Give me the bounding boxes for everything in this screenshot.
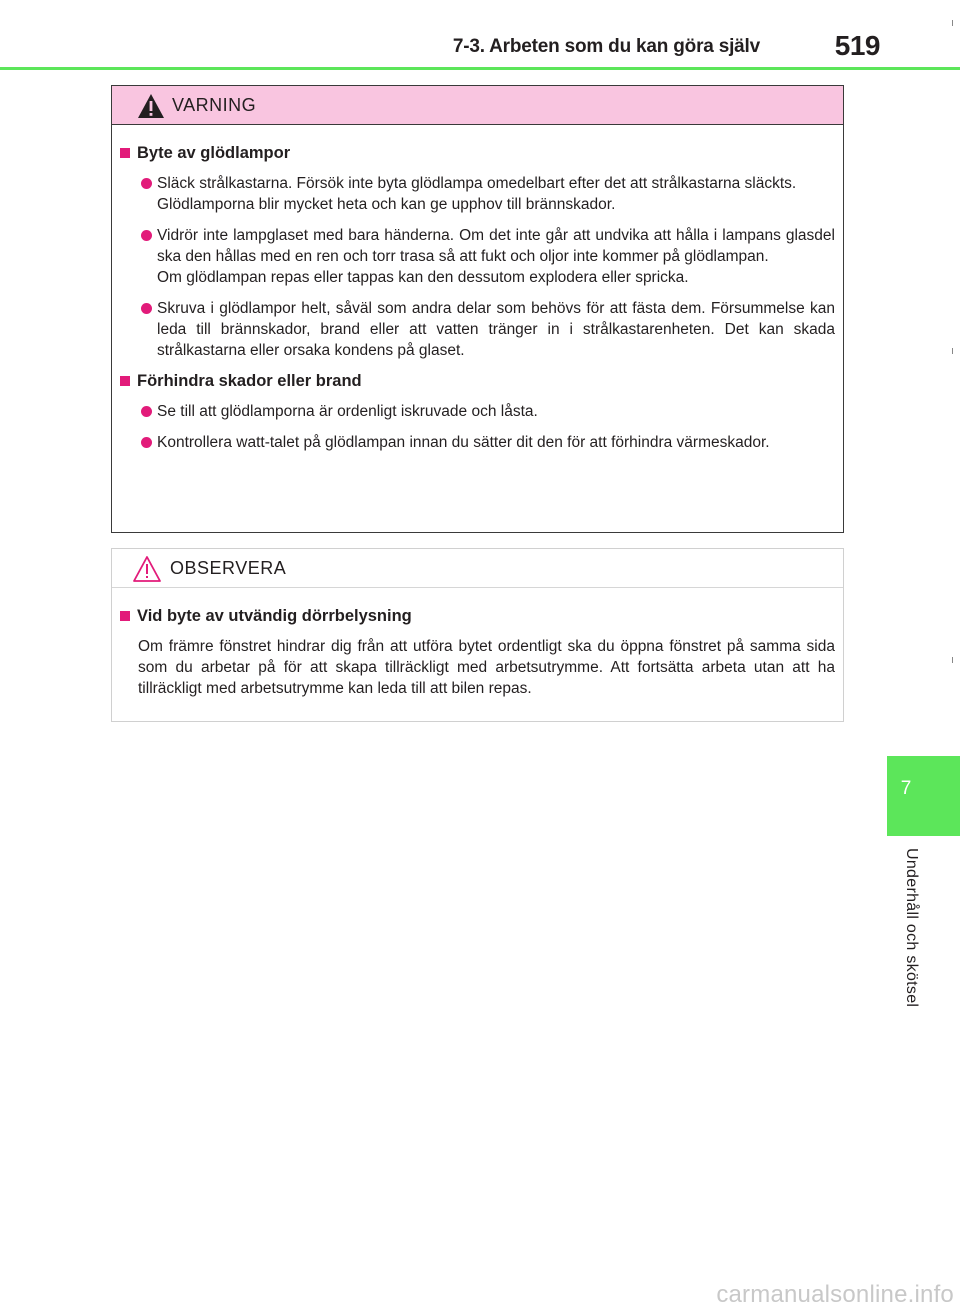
warning-section-heading: Byte av glödlampor [120, 143, 835, 164]
notice-header [112, 549, 843, 588]
round-bullet-icon [141, 406, 152, 417]
notice-heading: Vid byte av utvändig dörrbelysning [120, 606, 835, 627]
round-bullet-icon [141, 437, 152, 448]
chapter-tab [887, 756, 960, 836]
warning-bullet-item: Skruva i glödlampor helt, såväl som andra delar som behövs för att fästa dem. Försummelse kan leda till brännskador, brand eller att vatten tränger in i strålkastarenheten. Det kan skada strålkastarna eller orsaka kondens på glaset. [120, 298, 835, 361]
section-title: 7-3. Arbeten som du kan göra själv [452, 36, 760, 57]
square-bullet-icon [120, 611, 130, 621]
crop-mark [952, 20, 953, 26]
notice-box [111, 548, 844, 722]
warning-bullet-item: Vidrör inte lampglaset med bara händerna. Om det inte går att undvika att hålla i lampans glasdel ska den hållas med en ren och torr trasa så att fukt och oljor inte kommer på glödlampan. Om glödlampan repas eller tappas kan den dessutom explodera eller spricka. [120, 225, 835, 288]
header-rule [0, 67, 960, 70]
round-bullet-icon [141, 230, 152, 241]
warning-body [112, 125, 843, 453]
warning-bullet-item: Kontrollera watt-talet på glödlampan innan du sätter dit den för att förhindra värmeskador. [120, 432, 835, 453]
warning-triangle-icon [136, 92, 166, 120]
warning-bullet-item: Släck strålkastarna. Försök inte byta glödlampa omedelbart efter det att strålkastarna släckts. Glödlamporna blir mycket heta och kan ge upphov till brännskador. [120, 173, 835, 215]
chapter-number: 7 [900, 778, 912, 799]
warning-section-heading: Förhindra skador eller brand [120, 371, 835, 392]
square-bullet-icon [120, 376, 130, 386]
warning-label: VARNING [172, 95, 257, 115]
notice-body [112, 588, 843, 699]
round-bullet-icon [141, 303, 152, 314]
square-bullet-icon [120, 148, 130, 158]
chapter-label: Underhåll och skötsel [903, 848, 920, 1008]
page-number: 519 [834, 30, 880, 61]
crop-mark [952, 348, 953, 354]
notice-label: OBSERVERA [170, 558, 287, 578]
round-bullet-icon [141, 178, 152, 189]
warning-box [111, 85, 844, 533]
watermark: carmanualsonline.info [716, 1281, 954, 1308]
notice-paragraph: Om främre fönstret hindrar dig från att utföra bytet ordentligt ska du öppna fönstret på samma sida som du arbetar på för att skapa tillräckligt med arbetsutrymme. Att fortsätta arbeta utan att ha tillräckligt med arbetsutrymme kan leda till att bilen repas. [138, 638, 835, 697]
crop-mark [952, 657, 953, 663]
caution-triangle-icon [132, 555, 162, 583]
warning-header [112, 86, 843, 125]
warning-bullet-item: Se till att glödlamporna är ordenligt iskruvade och låsta. [120, 401, 835, 422]
